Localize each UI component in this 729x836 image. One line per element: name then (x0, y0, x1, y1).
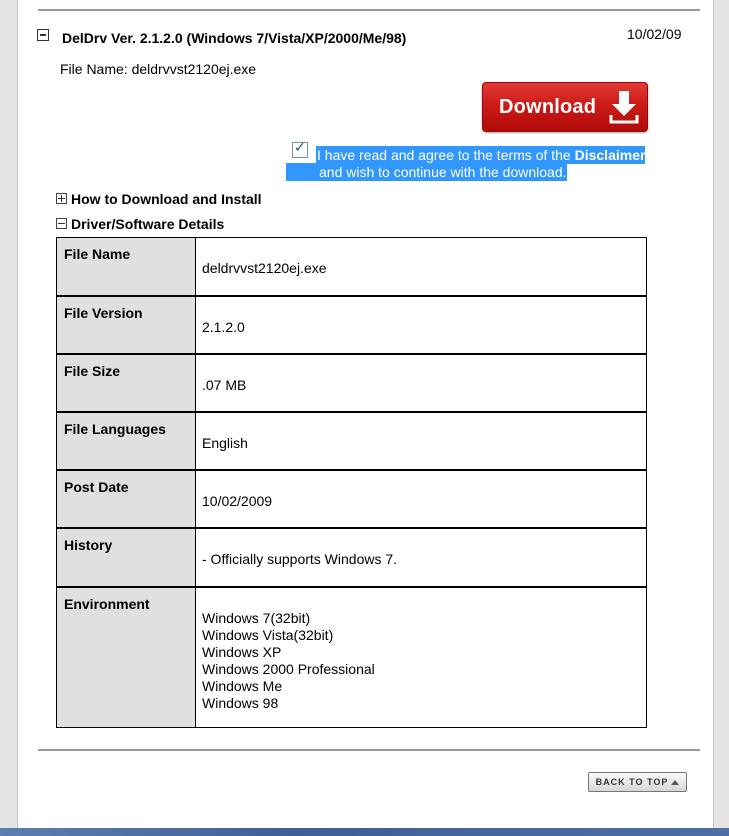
row-label: Post Date (57, 470, 196, 528)
page-panel (17, 0, 714, 828)
agree-text: I have read and agree to the terms of the (317, 147, 575, 163)
row-label: File Size (57, 354, 196, 412)
row-value: 10/02/2009 (196, 470, 647, 528)
row-value: deldrvvst2120ej.exe (196, 238, 647, 296)
row-label: File Languages (57, 412, 196, 470)
table-row (57, 296, 647, 354)
list-item: Windows 2000 Professional (202, 660, 375, 677)
list-item: Windows XP (202, 643, 282, 660)
table-row (57, 238, 647, 296)
download-button[interactable] (482, 82, 648, 132)
how-to-download-toggle[interactable]: How to Download and Install (71, 191, 262, 207)
table-row (57, 354, 647, 412)
bottom-divider (38, 749, 700, 751)
collapse-driver-icon[interactable] (37, 29, 49, 41)
top-divider (38, 9, 700, 11)
row-value: 2.1.2.0 (196, 296, 647, 354)
table-row (57, 528, 647, 587)
chevron-up-icon (671, 779, 679, 785)
row-label: File Version (57, 296, 196, 354)
row-label: History (57, 528, 196, 587)
back-to-top-label: BACK TO TOP (595, 777, 669, 787)
download-arrow-icon (609, 89, 639, 125)
row-value: English (196, 412, 647, 470)
collapse-icon[interactable] (56, 218, 67, 229)
details-table (56, 237, 647, 728)
agree-checkbox[interactable] (292, 142, 308, 158)
disclaimer-link[interactable]: Disclaimer (574, 147, 646, 163)
driver-date: 10/02/09 (627, 26, 682, 42)
list-item: Windows 98 (202, 694, 279, 711)
list-item: Windows Vista(32bit) (202, 626, 334, 643)
table-row (57, 412, 647, 470)
agree-text-line-1 (316, 146, 645, 164)
row-label: Environment (57, 587, 196, 728)
expand-icon[interactable] (56, 193, 67, 204)
taskbar (0, 828, 729, 836)
agree-text-line-2: and wish to continue with the download. (286, 163, 567, 181)
details-toggle[interactable]: Driver/Software Details (71, 216, 225, 232)
file-name-line: File Name: deldrvvst2120ej.exe (60, 61, 257, 77)
row-value: - Officially supports Windows 7. (196, 528, 647, 587)
download-button-label: Download (499, 95, 597, 118)
environment-list (196, 587, 647, 728)
table-row (57, 587, 647, 728)
driver-title: DelDrv Ver. 2.1.2.0 (Windows 7/Vista/XP/2000/Me/98) (62, 30, 407, 46)
table-row (57, 470, 647, 528)
list-item: Windows Me (202, 677, 283, 694)
list-item: Windows 7(32bit) (202, 609, 311, 626)
row-value: .07 MB (196, 354, 647, 412)
back-to-top-button[interactable] (588, 772, 687, 792)
row-label: File Name (57, 238, 196, 296)
